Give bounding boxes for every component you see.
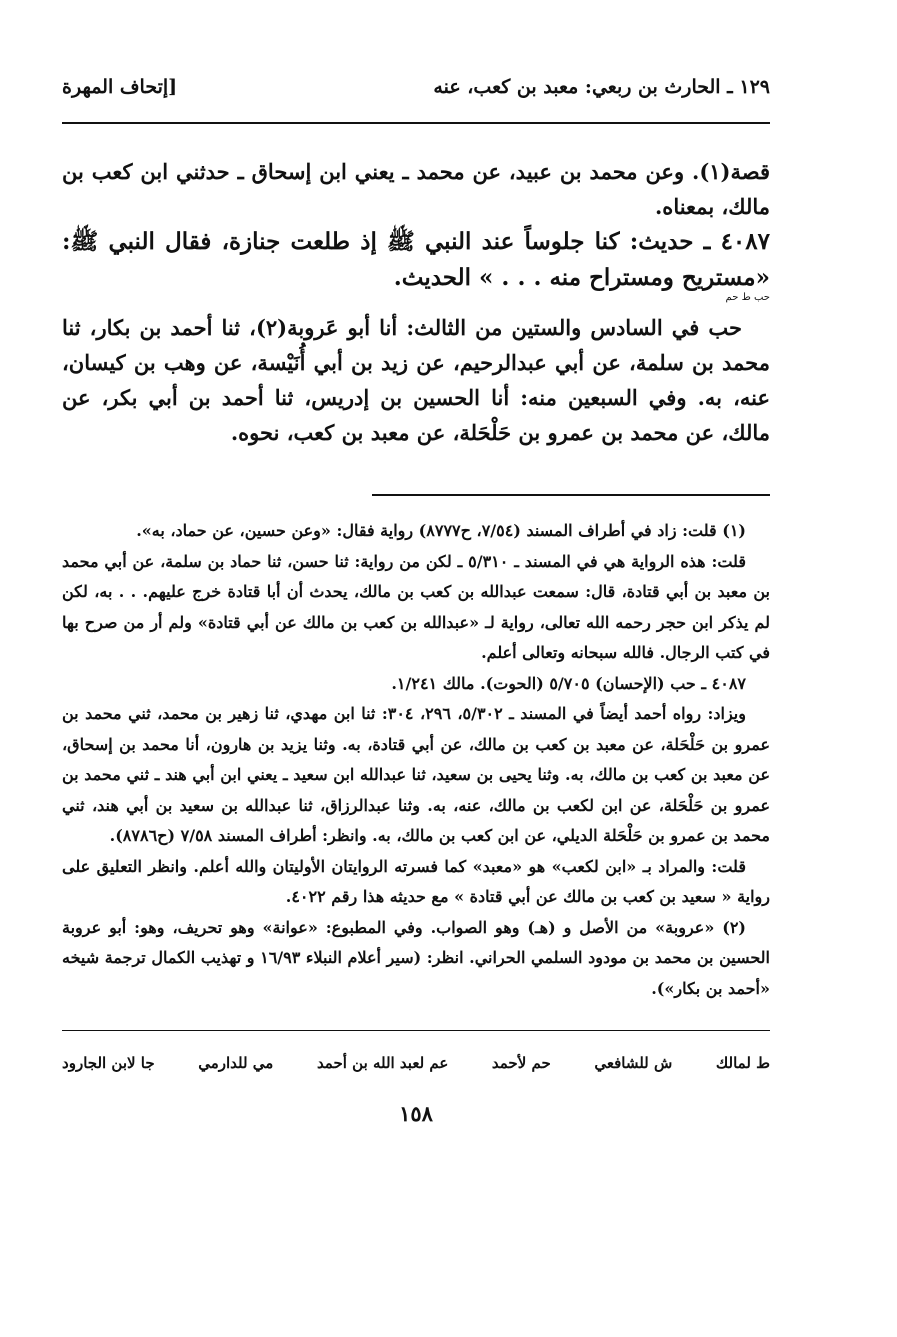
running-header [62,58,770,116]
legend-item: ش للشافعي [594,1054,673,1072]
footnote-separator [372,494,770,496]
footnotes [62,516,770,1004]
hadith-heading [62,224,770,296]
footnote-2: (٢) «عروبة» من الأصل و (هـ) وهو الصواب. وفي المطبوع: «عوانة» وهو تحريف، وهو: أبو عروبة الحسين بن محمد بن مودود السلمي الحراني. انظر: (سير أعلام النبلاء ١٦/٩٣ و تهذيب الكمال ترجمة شيخه «أحمد بن بكار»). [62,917,771,998]
legend-item: حم لأحمد [491,1054,551,1072]
abbreviation-legend [62,1051,770,1075]
footnote-hadith-ref: ٤٠٨٧ ـ حب (الإحسان) ٥/٧٠٥ (الحوت). مالك ١/٢٤١. [391,673,746,693]
book-page [62,58,770,1126]
legend-item: عم لعبد الله بن أحمد [316,1054,449,1072]
page-number: ١٥٨ [399,1101,433,1126]
main-text [62,154,770,450]
footnote-addition: ويزاد: رواه أحمد أيضاً في المسند ـ ٥/٣٠٢، ٢٩٦، ٣٠٤: ثنا ابن مهدي، ثنا زهير بن محمد، ثني محمد بن عمرو بن حَلْحَلة، عن معبد بن كعب بن مالك، عن أبي قتادة، به. وثنا يزيد بن هارون، أنا محمد بن إسحاق، عن معبد بن كعب بن مالك، به. وثنا يحيى بن سعيد، ثنا عبدالله ابن سعيد ـ يعني ابن أبي هند ـ ثني محمد بن عمرو بن حَلْحَلة، عن ابن لكعب بن مالك، عنه، به. وثنا عبدالرزاق، ثنا عبدالله بن سعيد بن أبي هند، ثني محمد بن عمرو بن حَلْحَلة الديلي، عن ابن كعب بن مالك، به. وانظر: أطراف المسند ٧/٥٨ (ح٨٧٨٦). [62,704,770,845]
header-chapter-title: ١٢٩ ـ الحارث بن ربعي: معبد بن كعب، عنه [433,76,770,98]
legend-item: ط لمالك [715,1054,770,1072]
legend-item: جا لابن الجارود [62,1054,155,1072]
footnote-addition-comment: قلت: والمراد بـ «ابن لكعب» هو «معبد» كما فسرته الروايتان الأوليتان والله أعلم. وانظر التعليق على رواية « سعيد بن كعب بن مالك عن أبي قتادة » مع حديثه هذا رقم ٤٠٢٢. [62,856,770,906]
legend-rule [62,1030,770,1031]
legend-item: مي للدارمي [198,1054,274,1072]
hadith-text: ـ حديث: كنا جلوساً عند النبي ﷺ إذ طلعت جنازة، فقال النبي ﷺ: «مستريح ومستراح منه . . . » الحديث. [62,228,770,291]
paragraph-isnad: حب في السادس والستين من الثالث: أنا أبو عَروبة(٢)، ثنا أحمد بن بكار، ثنا محمد بن سلمة، عن أبي عبدالرحيم، عن زيد بن أبي أُنَيْسة، عن وهب بن كيسان، عنه، به. وفي السبعين منه: أنا الحسين بن إدريس، ثنا أحمد بن أبي بكر، عن مالك، عن محمد بن عمرو بن حَلْحَلة، عن معبد بن كعب، نحوه. [62,315,770,445]
paragraph-intro: قصة(١). وعن محمد بن عبيد، عن محمد ـ يعني ابن إسحاق ـ حدثني ابن كعب بن مالك، بمعناه. [62,159,770,219]
header-rule [62,122,770,124]
source-marker: حب ط حم [725,292,770,303]
footnote-1-comment: قلت: هذه الرواية هي في المسند ـ ٥/٣١٠ ـ لكن من رواية: ثنا حسن، ثنا حماد بن سلمة، عن أبي محمد بن معبد بن أبي قتادة، قال: سمعت عبدالله بن كعب بن مالك، يحدث أن أبا قتادة خرج عليهم. . . به، لكن لم يذكر ابن حجر رحمه الله تعالى، رواية لـ «عبدالله بن كعب بن مالك عن أبي قتادة» ولم أر من صرح بها في كتب الرجال. فالله سبحانه وتعالى أعلم. [62,551,771,662]
hadith-number: ٤٠٨٧ [720,228,770,255]
header-book-title: [إتحاف المهرة [62,76,178,98]
footnote-1: (١) قلت: زاد في أطراف المسند (٧/٥٤، ح٨٧٧٧) رواية فقال: «وعن حسين، عن حماد، به». [136,521,746,540]
